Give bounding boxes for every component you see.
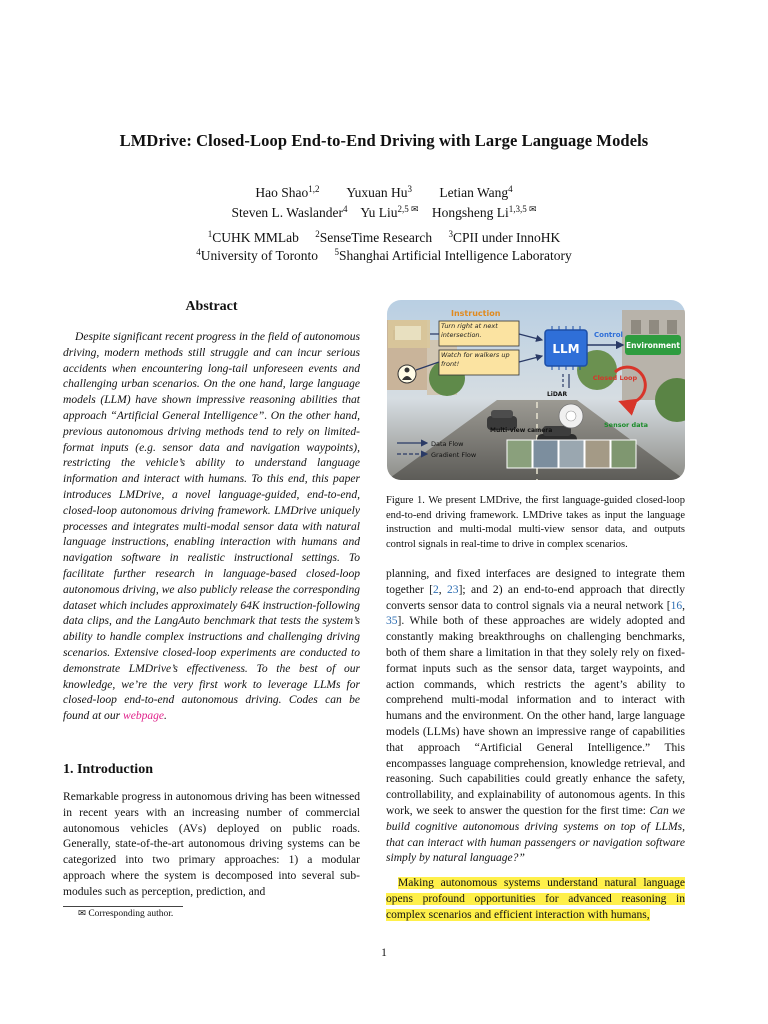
page-number: 1	[381, 947, 387, 959]
sensor-data-label: Sensor data	[604, 421, 649, 429]
author: Hao Shao$^{1,2}$	[255, 184, 320, 200]
affiliation: $^1$CUHK MMLab	[207, 229, 299, 245]
intro-paragraph: Remarkable progress in autonomous driving has been witnessed in recent years with an increasing number of commercial autonomous vehicles (AVs) deployed on public roads. Generally, state-of-the-art autonomous driving systems can be categorized into two primary approaches: 1) a modular approach where the system is decomposed into several sub-modules such as perception, prediction, and	[63, 791, 360, 898]
body-text: ,	[438, 583, 448, 596]
affiliation-line-2	[0, 246, 768, 266]
body-text: ]; and 2) an end-to-end approach that directly converts sensor data to control signals via a neural network [	[386, 583, 685, 612]
abstract-body	[63, 330, 360, 725]
research-question: Can we build cognitive autonomous driving systems on top of LLMs, that can interact with human passengers or navigation software simply by natural language?”	[386, 804, 686, 865]
author: Letian Wang$^4$	[439, 184, 513, 200]
highlighted-paragraph	[386, 876, 685, 923]
affiliation: $^5$Shanghai Artificial Intelligence Laboratory	[334, 247, 572, 263]
author: Steven L. Waslander$^4$	[231, 204, 348, 220]
environment-label: Environment	[626, 341, 680, 350]
legend-data-flow: Data Flow	[431, 440, 464, 448]
llm-label: LLM	[552, 342, 580, 356]
footnote-rule	[63, 906, 183, 907]
affiliation-line-1	[0, 228, 768, 248]
figure-diagram	[387, 300, 685, 480]
body-text: ,	[682, 599, 685, 612]
highlighted-text: Making autonomous systems understand natural language opens profound opportunities for advanced reasoning in complex scenarios and efficient interaction with humans,	[386, 877, 685, 921]
author: Yuxuan Hu$^3$	[346, 184, 412, 200]
affiliation: $^2$SenseTime Research	[315, 229, 433, 245]
webpage-link[interactable]: webpage	[123, 710, 165, 723]
affiliation: $^4$University of Toronto	[196, 247, 319, 263]
instruction-text-1: Turn right at next intersection.	[441, 322, 498, 339]
figure-caption: Figure 1. We present LMDrive, the first language-guided closed-loop end-to-end driving framework. LMDrive takes as input the language instruction and multi-modal multi-view sensor data, and outputs control signals in real-time to drive in complex scenarios.	[386, 495, 685, 550]
paper-title: LMDrive: Closed-Loop End-to-End Driving with Large Language Models	[119, 131, 649, 150]
right-column-paragraph	[386, 567, 685, 867]
author-line-2	[0, 203, 768, 223]
instruction-text-2: Watch for walkers up front!	[441, 351, 510, 368]
citation[interactable]: 2	[433, 583, 439, 596]
camera-label: Multi-view camera	[490, 427, 553, 434]
body-text: planning, and fixed interfaces are designed to integrate them together [	[386, 568, 685, 596]
lidar-label: LiDAR	[546, 391, 568, 398]
citation[interactable]: 16	[670, 599, 683, 612]
section-heading-introduction: 1. Introduction	[63, 762, 153, 777]
author: Yu Liu$^{2,5 ✉}$	[360, 204, 419, 220]
closed-loop-label: Closed Loop	[592, 374, 638, 382]
citation[interactable]: 35	[386, 615, 398, 628]
control-label: Control	[594, 331, 623, 339]
figure-1-image	[387, 300, 685, 480]
author-line-1	[0, 183, 768, 203]
legend-gradient-flow: Gradient Flow	[431, 451, 477, 459]
body-text: ]. While both of these approaches are widely adopted and constantly making breakthroughs on challenging benchmarks, both of them share a limitation in that they solely rely on fixed-format inputs such as the sensor data, target waypoints, and action commands, which restricts the agent’s ability to comprehend multi-modal information and to interact with humans and the environment. On the other hand, large language models (LLMs) have shown an impressive range of capabilities that approach “Artificial General Intelligence.” This encompasses language comprehension, knowledge retrieval, and reasoning. Such capabilities could greatly enhance the safety, controllability, and explainability of autonomous agents. In this work, we seek to answer the question for the first time:	[386, 615, 685, 817]
affiliation: $^3$CPII under InnoHK	[448, 229, 561, 245]
camera-views	[507, 440, 636, 468]
citation[interactable]: 23	[447, 583, 459, 596]
footnote: ✉ Corresponding author.	[78, 909, 174, 919]
abstract-end: .	[164, 710, 167, 723]
author: Hongsheng $Li^{1,3,5 ✉}$	[431, 204, 537, 220]
abstract-text: Despite significant recent progress in the field of autonomous driving, modern methods still struggle and can incur serious accidents when encountering long-tail unforeseen events and challenging urban scenarios. On the one hand, large language models (LLM) have shown impressive reasoning abilities that approach “Artificial General Intelligence”. On the other hand, previous autonomous driving methods tend to rely on limited-format inputs (e.g. sensor data and navigation waypoints), restricting the vehicle’s ability to understand language information and interact with humans. To this end, this paper introduces LMDrive, a novel language-guided, end-to-end, closed-loop autonomous driving framework. LMDrive uniquely processes and integrates multi-modal sensor data with natural language instructions, enabling interaction with humans and navigation software in realistic instructional settings. To facilitate further research in language-based closed-loop autonomous driving, we also publicly release the corresponding dataset which includes approximately 64K instruction-following data clips, and the LangAuto benchmark that tests the system’s ability to handle complex instructions and challenging driving scenarios. Extensive closed-loop experiments are conducted to demonstrate LMDrive’s effectiveness. To the best of our knowledge, we’re the very first work to leverage LLMs for closed-loop end-to-end autonomous driving. Codes can be found at our	[63, 331, 360, 723]
instruction-title: Instruction	[451, 309, 501, 318]
abstract-heading: Abstract	[185, 299, 238, 314]
